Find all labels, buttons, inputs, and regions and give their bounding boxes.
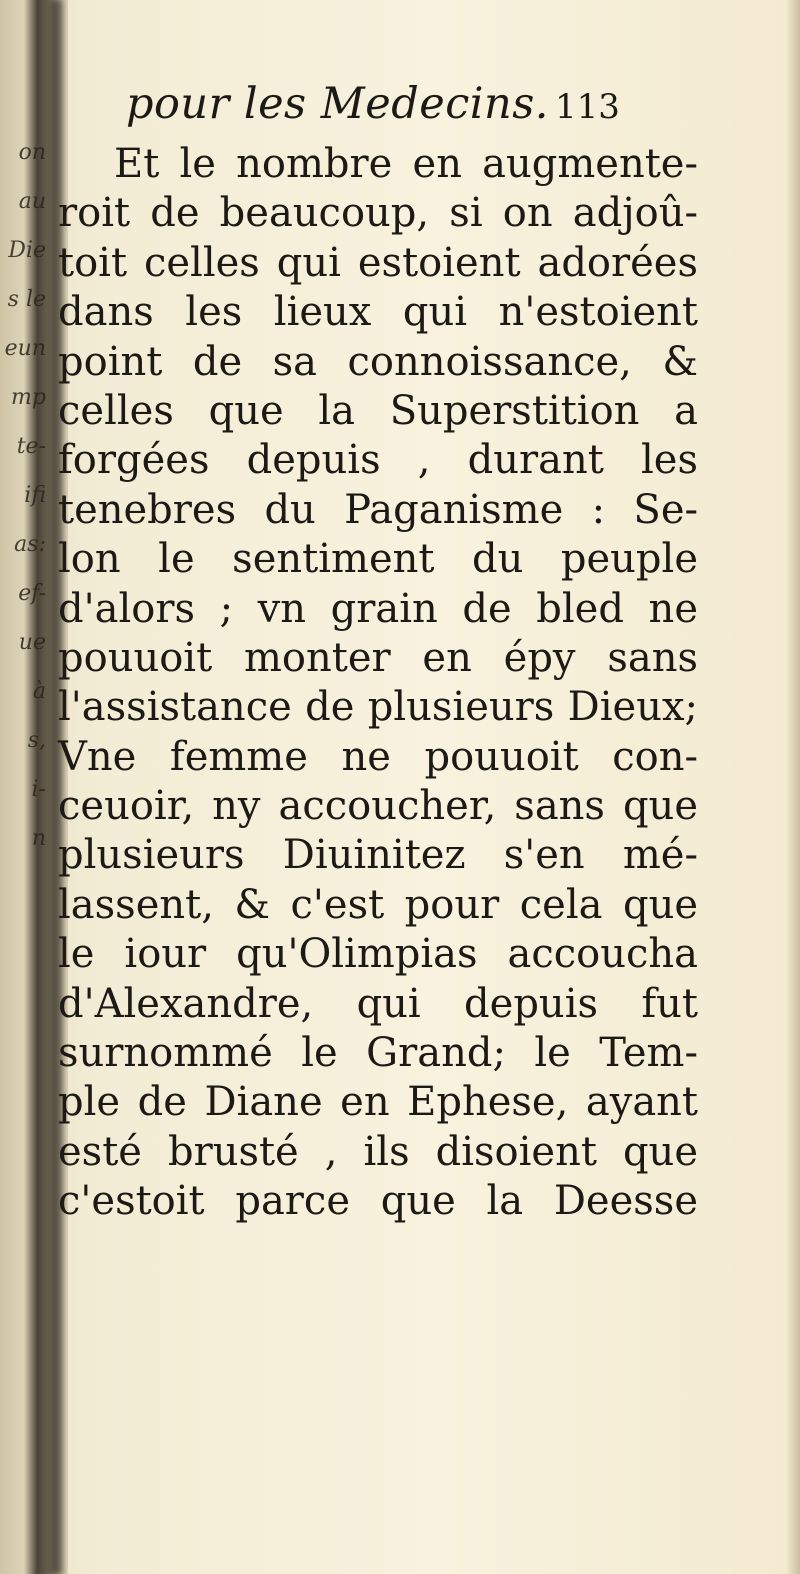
text-line: dans les lieux qui n'estoient	[58, 289, 698, 336]
text-line: pouuoit monter en épy sans	[58, 634, 698, 681]
bleed-fragment: te-	[16, 434, 46, 459]
page-edge	[786, 0, 800, 1574]
bleed-fragment: on	[18, 140, 46, 165]
text-line: ple de Diane en Ephese, ayant	[58, 1079, 698, 1126]
bleed-fragment: ue	[18, 630, 46, 655]
page-text	[58, 68, 698, 1227]
bleed-fragment: as:	[14, 532, 46, 557]
bleed-fragment: Die	[8, 238, 46, 263]
text-line: l'assistance de plusieurs Dieux;	[58, 684, 698, 731]
text-line: toit celles qui estoient adorées	[58, 239, 698, 286]
text-line: Et le nombre en augmente-	[114, 141, 698, 187]
adjacent-page-margin	[0, 128, 50, 863]
text-line: d'alors ; vn grain de bled ne	[58, 585, 698, 632]
bleed-fragment: eun	[4, 336, 46, 361]
text-line: ceuoir, ny accoucher, sans que	[58, 783, 698, 830]
bleed-fragment: s le	[7, 287, 46, 312]
text-line: lon le sentiment du peuple	[58, 536, 698, 583]
text-line: roit de beaucoup, si on adjoû-	[58, 190, 698, 237]
bleed-fragment: au	[18, 189, 46, 214]
bleed-fragment: mp	[11, 385, 46, 410]
text-line: point de sa connoissance, &	[58, 338, 698, 385]
text-line: Vne femme ne pouuoit con-	[58, 733, 698, 780]
running-header	[58, 68, 698, 140]
bleed-fragment: à	[32, 679, 46, 704]
bleed-fragment: ef-	[18, 581, 46, 606]
text-line: esté brusté , ils disoient que	[58, 1128, 698, 1175]
text-line: lassent, & c'est pour cela que	[58, 881, 698, 928]
text-line: tenebres du Paganisme : Se-	[58, 486, 698, 533]
text-line: le iour qu'Olimpias accoucha	[58, 931, 698, 978]
text-line: celles que la Superstition a	[58, 387, 698, 434]
bleed-fragment: n	[31, 826, 46, 851]
running-title: pour les Medecins.	[126, 79, 549, 129]
text-line: d'Alexandre, qui depuis fut	[58, 980, 698, 1027]
bleed-fragment: i-	[31, 777, 46, 802]
page-number: 113	[554, 87, 620, 127]
bleed-fragment: ifi	[24, 483, 46, 508]
text-line: c'estoit parce que la Deesse	[58, 1178, 698, 1225]
bleed-fragment: s,	[27, 728, 46, 753]
text-line: surnommé le Grand; le Tem-	[58, 1030, 698, 1077]
text-line: plusieurs Diuinitez s'en mé-	[58, 832, 698, 879]
text-line: forgées depuis , durant les	[58, 437, 698, 484]
